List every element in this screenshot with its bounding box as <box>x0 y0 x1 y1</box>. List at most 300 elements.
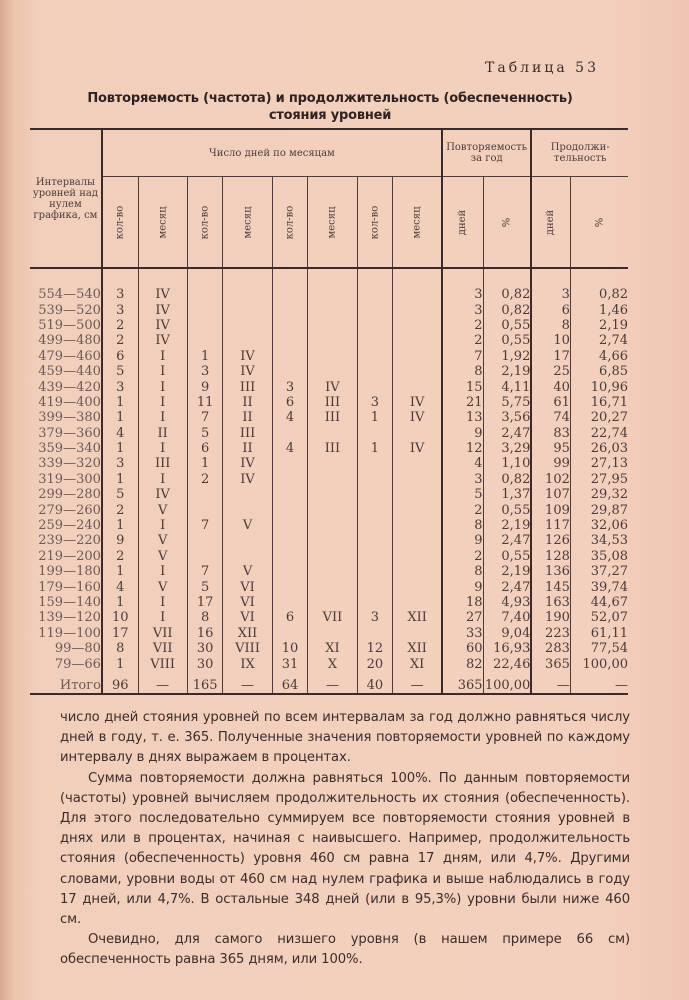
table-row <box>30 610 628 625</box>
cell-c4 <box>357 549 393 564</box>
cell-pct: 2,19 <box>483 518 531 533</box>
cell-c1: 5 <box>102 487 138 502</box>
cell-m4 <box>393 549 442 564</box>
cell-days: 2 <box>442 318 483 333</box>
cell-m1: I <box>138 441 187 456</box>
cell-m1: I <box>138 395 187 410</box>
cell-pct: 1,92 <box>483 349 531 364</box>
cell-m3: IV <box>308 379 357 394</box>
cell-c1: 2 <box>102 333 138 348</box>
subheader-4 <box>272 177 308 269</box>
cell-m1: VIII <box>138 656 187 671</box>
cell-c2 <box>187 318 223 333</box>
header-intervals: Интервалы уровней над нулем графика, см <box>30 129 102 268</box>
cell-cum-pct: 4,66 <box>570 349 628 364</box>
cell-interval: 139—120 <box>38 610 101 626</box>
cell-c3: 4 <box>272 410 308 425</box>
cell-cum-days: — <box>531 672 570 694</box>
cell-cum-days: 8 <box>531 318 570 333</box>
cell-m2: IX <box>223 656 272 671</box>
subheader-label: % <box>501 217 513 227</box>
cell-m1: I <box>138 349 187 364</box>
cell-m4 <box>393 349 442 364</box>
table-row <box>30 579 628 594</box>
cell-m2 <box>223 302 272 317</box>
table-number: Таблица 53 <box>485 60 599 76</box>
cell-m1: I <box>138 379 187 394</box>
cell-m3 <box>308 364 357 379</box>
cell-c1: 4 <box>102 426 138 441</box>
caption-line-1: Повторяемость (частота) и продолжительность (обеспеченность) <box>87 91 573 106</box>
cell-pct: 2,47 <box>483 579 531 594</box>
cell-m3 <box>308 333 357 348</box>
cell-m2: III <box>223 379 272 394</box>
cell-c3 <box>272 487 308 502</box>
cell-pct: 4,11 <box>483 379 531 394</box>
cell-pct: 16,93 <box>483 641 531 656</box>
cell-c2: 30 <box>187 656 223 671</box>
cell-c3: 6 <box>272 395 308 410</box>
subheader-10 <box>531 177 570 269</box>
cell-days: 13 <box>442 410 483 425</box>
cell-cum-pct: 27,13 <box>570 456 628 471</box>
cell-cum-days: 61 <box>531 395 570 410</box>
cell-days: 9 <box>442 533 483 548</box>
cell-m4 <box>393 626 442 641</box>
cell-c3: 10 <box>272 641 308 656</box>
subheader-label: % <box>593 217 605 227</box>
cell-m3 <box>308 268 357 302</box>
cell-m2: IV <box>223 456 272 471</box>
cell-interval: 299—280 <box>38 487 101 503</box>
cell-c1: 4 <box>102 579 138 594</box>
cell-pct: 0,55 <box>483 502 531 517</box>
table-row <box>30 487 628 502</box>
cell-days: 15 <box>442 379 483 394</box>
cell-days: 3 <box>442 472 483 487</box>
cell-m4 <box>393 318 442 333</box>
cell-interval: 239—220 <box>38 533 101 549</box>
cell-c3 <box>272 518 308 533</box>
cell-m4 <box>393 533 442 548</box>
table-row <box>30 441 628 456</box>
subheader-7 <box>393 177 442 269</box>
cell-days: 8 <box>442 364 483 379</box>
cell-m1: IV <box>138 268 187 302</box>
cell-cum-days: 128 <box>531 549 570 564</box>
cell-c4 <box>357 564 393 579</box>
cell-c2 <box>187 487 223 502</box>
cell-m3 <box>308 533 357 548</box>
cell-c1: 1 <box>102 656 138 671</box>
cell-m4 <box>393 487 442 502</box>
cell-m3 <box>308 472 357 487</box>
table-row <box>30 456 628 471</box>
cell-interval: 339—320 <box>38 456 101 472</box>
cell-c1: 1 <box>102 410 138 425</box>
cell-m1: IV <box>138 318 187 333</box>
cell-interval: 479—460 <box>38 348 101 364</box>
cell-interval: 519—500 <box>38 317 101 333</box>
cell-m1: VII <box>138 641 187 656</box>
table-body <box>30 268 628 694</box>
table-row <box>30 502 628 517</box>
cell-m4: IV <box>393 410 442 425</box>
cell-m1: I <box>138 410 187 425</box>
cell-m2: II <box>223 441 272 456</box>
cell-c3 <box>272 595 308 610</box>
cell-interval: 359—340 <box>38 441 101 457</box>
cell-days: 3 <box>442 302 483 317</box>
cell-days: 9 <box>442 426 483 441</box>
cell-c3 <box>272 533 308 548</box>
cell-c2: 165 <box>187 672 223 694</box>
cell-c4: 20 <box>357 656 393 671</box>
cell-pct: 2,47 <box>483 533 531 548</box>
cell-c4 <box>357 302 393 317</box>
cell-c4 <box>357 502 393 517</box>
cell-m4 <box>393 595 442 610</box>
cell-cum-pct: 39,74 <box>570 579 628 594</box>
cell-cum-days: 95 <box>531 441 570 456</box>
cell-c4: 40 <box>357 672 393 694</box>
cell-c4: 1 <box>357 410 393 425</box>
subheader-label: дней <box>457 209 469 235</box>
levels-table <box>30 128 628 695</box>
cell-interval: 379—360 <box>38 425 101 441</box>
cell-m4 <box>393 456 442 471</box>
cell-c2 <box>187 333 223 348</box>
cell-cum-days: 163 <box>531 595 570 610</box>
cell-m1: — <box>138 672 187 694</box>
cell-pct: 2,47 <box>483 426 531 441</box>
cell-interval: 399—380 <box>38 410 101 426</box>
cell-m3 <box>308 349 357 364</box>
cell-c4 <box>357 364 393 379</box>
cell-cum-pct: 35,08 <box>570 549 628 564</box>
cell-m2: IV <box>223 364 272 379</box>
cell-cum-days: 40 <box>531 379 570 394</box>
cell-m1: I <box>138 364 187 379</box>
cell-cum-pct: 20,27 <box>570 410 628 425</box>
cell-m3 <box>308 318 357 333</box>
subheader-label: месяц <box>326 205 338 239</box>
table-row <box>30 268 628 302</box>
cell-c1: 3 <box>102 268 138 302</box>
cell-m2: V <box>223 518 272 533</box>
cell-cum-days: 145 <box>531 579 570 594</box>
cell-m3 <box>308 518 357 533</box>
cell-cum-pct: 2,19 <box>570 318 628 333</box>
cell-days: 18 <box>442 595 483 610</box>
table-row <box>30 472 628 487</box>
cell-days: 60 <box>442 641 483 656</box>
cell-c1: 8 <box>102 641 138 656</box>
cell-m4: XII <box>393 641 442 656</box>
cell-m4 <box>393 564 442 579</box>
cell-c3: 31 <box>272 656 308 671</box>
subheader-label: месяц <box>411 205 423 239</box>
cell-days: 8 <box>442 518 483 533</box>
cell-m4: IV <box>393 395 442 410</box>
cell-m4 <box>393 302 442 317</box>
cell-days: 2 <box>442 549 483 564</box>
cell-cum-days: 3 <box>531 268 570 302</box>
cell-c3 <box>272 318 308 333</box>
cell-cum-days: 83 <box>531 426 570 441</box>
cell-interval: 419—400 <box>38 394 101 410</box>
cell-m3: III <box>308 395 357 410</box>
table-row <box>30 564 628 579</box>
cell-m2 <box>223 268 272 302</box>
subheader-0 <box>102 177 138 269</box>
cell-c2: 30 <box>187 641 223 656</box>
cell-c4 <box>357 487 393 502</box>
subheader-9 <box>483 177 531 269</box>
subheader-label: месяц <box>242 205 254 239</box>
paragraph-1: число дней стояния уровней по всем интервалам за год должно равняться числу дней в году, т. е. 365. Полученные значения повторяемости уровней по каждому интервалу в днях выражаем в процентах. <box>60 710 630 766</box>
cell-m4 <box>393 426 442 441</box>
cell-cum-days: 126 <box>531 533 570 548</box>
cell-m2: II <box>223 410 272 425</box>
cell-c2: 2 <box>187 472 223 487</box>
body-text <box>60 708 630 971</box>
cell-m3 <box>308 487 357 502</box>
cell-m2: III <box>223 426 272 441</box>
cell-m2 <box>223 318 272 333</box>
cell-c1: 1 <box>102 395 138 410</box>
cell-c1: 1 <box>102 595 138 610</box>
cell-c4 <box>357 426 393 441</box>
cell-m3 <box>308 579 357 594</box>
cell-m2: VIII <box>223 641 272 656</box>
cell-cum-days: 17 <box>531 349 570 364</box>
cell-c4: 3 <box>357 395 393 410</box>
cell-pct: 22,46 <box>483 656 531 671</box>
cell-c1: 1 <box>102 472 138 487</box>
subheader-label: кол-во <box>199 205 211 239</box>
table-row <box>30 549 628 564</box>
cell-c2: 8 <box>187 610 223 625</box>
cell-c2: 7 <box>187 518 223 533</box>
cell-m3 <box>308 626 357 641</box>
cell-m2 <box>223 549 272 564</box>
cell-pct: 9,04 <box>483 626 531 641</box>
cell-m3: III <box>308 410 357 425</box>
cell-cum-days: 102 <box>531 472 570 487</box>
cell-c1: 1 <box>102 518 138 533</box>
cell-c1: 5 <box>102 364 138 379</box>
cell-pct: 5,75 <box>483 395 531 410</box>
cell-c4 <box>357 349 393 364</box>
cell-m4 <box>393 472 442 487</box>
cell-pct: 0,55 <box>483 549 531 564</box>
cell-c1: 2 <box>102 549 138 564</box>
cell-m2: — <box>223 672 272 694</box>
cell-m3 <box>308 426 357 441</box>
cell-m1: VII <box>138 626 187 641</box>
table-row <box>30 395 628 410</box>
cell-pct: 0,82 <box>483 472 531 487</box>
cell-days: 8 <box>442 564 483 579</box>
cell-m4 <box>393 379 442 394</box>
cell-c1: 1 <box>102 564 138 579</box>
cell-m4 <box>393 364 442 379</box>
cell-c1: 3 <box>102 456 138 471</box>
cell-c2 <box>187 533 223 548</box>
cell-m1: V <box>138 533 187 548</box>
cell-cum-days: 136 <box>531 564 570 579</box>
subheader-label: дней <box>545 209 557 235</box>
paragraph-2: Сумма повторяемости должна равняться 100%. По данным повторяемости (частоты) уровней вычисляем продолжительность их стояния (обеспеченность). Для этого последовательно суммируем все повторяемости стояния уровней в днях или в процентах, начиная с наивысшего. Например, продолжительность стояния (обеспеченность) уровня 460 см равна 17 дням, или 4,7%. Другими словами, уровни воды от 460 см над нулем графика и выше наблюдались в году 17 дней, или 4,7%. В остальные 348 дней (или в 95,3%) уровни были ниже 460 см. <box>60 770 630 928</box>
cell-m2 <box>223 333 272 348</box>
cell-m2: V <box>223 564 272 579</box>
cell-c4 <box>357 318 393 333</box>
subheader-label: кол-во <box>284 205 296 239</box>
total-row <box>30 672 628 694</box>
cell-cum-days: 107 <box>531 487 570 502</box>
table-row <box>30 333 628 348</box>
cell-m4 <box>393 268 442 302</box>
cell-pct: 1,10 <box>483 456 531 471</box>
table-row <box>30 595 628 610</box>
table-header <box>30 129 628 268</box>
cell-c2: 16 <box>187 626 223 641</box>
cell-pct: 2,19 <box>483 364 531 379</box>
cell-m4 <box>393 518 442 533</box>
cell-c1: 96 <box>102 672 138 694</box>
cell-c4 <box>357 518 393 533</box>
cell-cum-days: 223 <box>531 626 570 641</box>
cell-c3 <box>272 302 308 317</box>
table-row <box>30 426 628 441</box>
cell-c3: 6 <box>272 610 308 625</box>
cell-c3: 3 <box>272 379 308 394</box>
cell-interval: 219—200 <box>38 548 101 564</box>
cell-cum-pct: 44,67 <box>570 595 628 610</box>
table-row <box>30 518 628 533</box>
cell-cum-pct: 52,07 <box>570 610 628 625</box>
cell-cum-pct: 34,53 <box>570 533 628 548</box>
cell-days: 5 <box>442 487 483 502</box>
cell-interval: 499—480 <box>38 333 101 349</box>
cell-m2 <box>223 533 272 548</box>
subheader-1 <box>138 177 187 269</box>
cell-cum-pct: 61,11 <box>570 626 628 641</box>
cell-interval: 99—80 <box>54 641 101 657</box>
cell-cum-pct: 27,95 <box>570 472 628 487</box>
table-caption <box>60 90 600 124</box>
cell-interval: 119—100 <box>38 625 101 641</box>
cell-cum-pct: 77,54 <box>570 641 628 656</box>
cell-interval: 439—420 <box>38 379 101 395</box>
cell-m1: IV <box>138 333 187 348</box>
cell-cum-days: 6 <box>531 302 570 317</box>
cell-pct: 4,93 <box>483 595 531 610</box>
cell-m3 <box>308 456 357 471</box>
cell-days: 7 <box>442 349 483 364</box>
subheader-6 <box>357 177 393 269</box>
cell-interval: 199—180 <box>38 564 101 580</box>
cell-pct: 0,82 <box>483 302 531 317</box>
table-row <box>30 364 628 379</box>
table-row <box>30 641 628 656</box>
header-days-by-month: Число дней по месяцам <box>102 129 442 177</box>
cell-pct: 0,55 <box>483 333 531 348</box>
cell-c4: 3 <box>357 610 393 625</box>
cell-interval: 279—260 <box>38 502 101 518</box>
table-row <box>30 318 628 333</box>
cell-m1: V <box>138 502 187 517</box>
cell-cum-pct: 10,96 <box>570 379 628 394</box>
cell-interval: 459—440 <box>38 364 101 380</box>
cell-pct: 100,00 <box>483 672 531 694</box>
cell-m4: XI <box>393 656 442 671</box>
cell-c4: 12 <box>357 641 393 656</box>
cell-c4 <box>357 472 393 487</box>
cell-days: 33 <box>442 626 483 641</box>
cell-c2: 7 <box>187 564 223 579</box>
cell-interval: 79—66 <box>54 656 101 672</box>
cell-m2 <box>223 502 272 517</box>
cell-m3 <box>308 549 357 564</box>
cell-c2: 11 <box>187 395 223 410</box>
cell-pct: 1,37 <box>483 487 531 502</box>
cell-c2: 1 <box>187 456 223 471</box>
cell-c2: 17 <box>187 595 223 610</box>
cell-days: 82 <box>442 656 483 671</box>
cell-c2: 3 <box>187 364 223 379</box>
cell-days: 9 <box>442 579 483 594</box>
cell-m2: VI <box>223 610 272 625</box>
cell-cum-days: 99 <box>531 456 570 471</box>
cell-c2: 7 <box>187 410 223 425</box>
table-row <box>30 349 628 364</box>
cell-cum-days: 74 <box>531 410 570 425</box>
cell-c4 <box>357 579 393 594</box>
table-row <box>30 533 628 548</box>
cell-interval: 319—300 <box>38 471 101 487</box>
cell-m3: X <box>308 656 357 671</box>
cell-cum-pct: 6,85 <box>570 364 628 379</box>
cell-c4 <box>357 626 393 641</box>
cell-c1: 17 <box>102 626 138 641</box>
caption-line-2: стояния уровней <box>268 108 392 123</box>
cell-pct: 0,82 <box>483 268 531 302</box>
cell-interval: 259—240 <box>38 518 101 534</box>
cell-days: 21 <box>442 395 483 410</box>
table-row <box>30 410 628 425</box>
header-repeat-year: Повторяемость за год <box>442 129 531 177</box>
cell-c4 <box>357 595 393 610</box>
cell-c1: 10 <box>102 610 138 625</box>
cell-m4: XII <box>393 610 442 625</box>
cell-cum-pct: 1,46 <box>570 302 628 317</box>
cell-c2: 6 <box>187 441 223 456</box>
cell-days: 12 <box>442 441 483 456</box>
cell-m2: XII <box>223 626 272 641</box>
cell-c4 <box>357 268 393 302</box>
subheader-11 <box>570 177 628 269</box>
cell-cum-pct: — <box>570 672 628 694</box>
cell-m1: II <box>138 426 187 441</box>
cell-c1: 2 <box>102 502 138 517</box>
cell-m1: V <box>138 579 187 594</box>
cell-c4 <box>357 333 393 348</box>
cell-m4 <box>393 579 442 594</box>
cell-cum-pct: 16,71 <box>570 395 628 410</box>
cell-c2 <box>187 268 223 302</box>
